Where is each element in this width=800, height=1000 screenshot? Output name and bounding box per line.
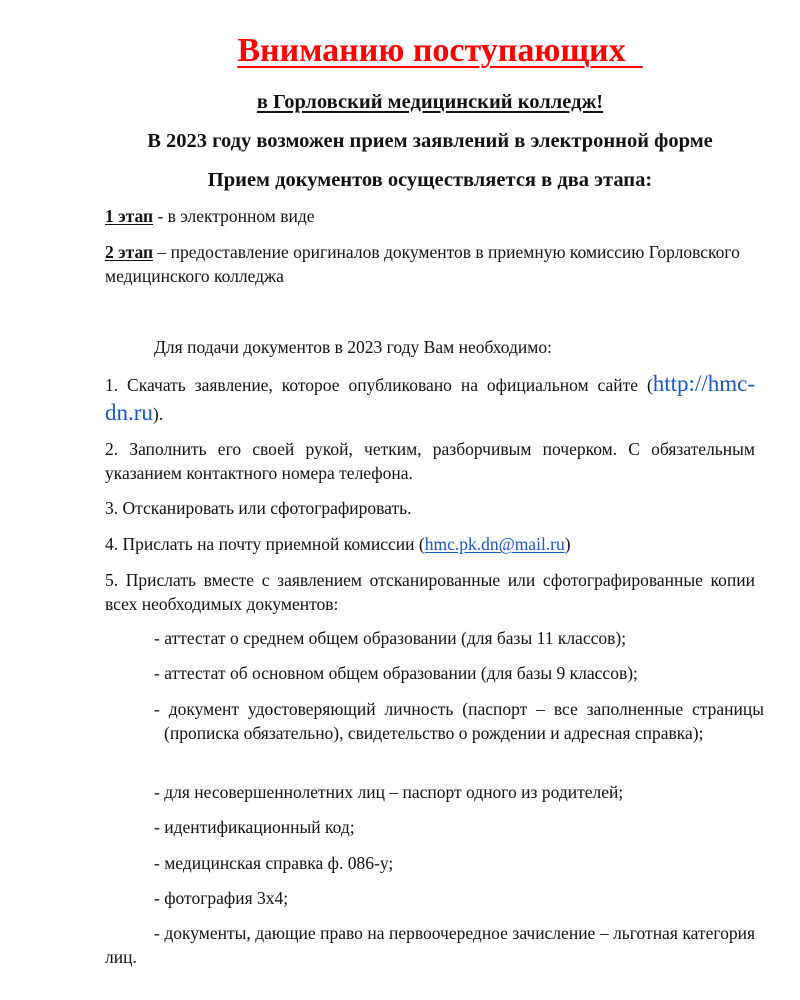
document-item-identity: - документ удостоверяющий личность (паспорт – все заполненные страницы (прописка обязательно), свидетельство о рождении и адресная справка); xyxy=(154,699,764,743)
stage-1 xyxy=(105,204,755,228)
step-5: 5. Прислать вместе с заявлением отсканированные или сфотографированные копии всех необходимых документов: xyxy=(105,570,755,614)
step-1-text: 1. Скачать заявление, которое опубликовано на официальном сайте ( xyxy=(105,375,653,395)
document-item-photo: - фотография 3х4; xyxy=(154,888,289,908)
step-1 xyxy=(105,370,755,428)
email-link[interactable]: hmc.pk.dn@mail.ru xyxy=(424,534,565,554)
two-stage-heading: Прием документов осуществляется в два этапа: xyxy=(207,169,653,191)
stage-2-text: – предоставление оригиналов документов в приемную комиссию Горловского медицинского колледжа xyxy=(105,242,740,286)
stage-1-text: - в электронном виде xyxy=(153,206,315,226)
page-subtitle: в Горловский медицинский колледж! xyxy=(256,91,604,113)
document-item-parent-passport: - для несовершеннолетних лиц – паспорт одного из родителей; xyxy=(154,782,624,802)
website-link[interactable]: http://hmc-dn.ru xyxy=(105,371,755,425)
step-4-text: 4. Прислать на почту приемной комиссии ( xyxy=(105,534,425,554)
document-item-certificate-9: - аттестат об основном общем образовании (для базы 9 классов); xyxy=(154,663,638,683)
electronic-form-notice: В 2023 году возможен прием заявлений в электронной форме xyxy=(147,130,713,152)
step-4 xyxy=(105,532,755,556)
document-item-medical-certificate: - медицинская справка ф. 086-у; xyxy=(154,853,394,873)
document-item-certificate-11: - аттестат о среднем общем образовании (для базы 11 классов); xyxy=(154,628,627,648)
step-2: 2. Заполнить его своей рукой, четким, разборчивым почерком. С обязательным указанием контактного номера телефона. xyxy=(105,439,755,483)
step-1-end: ). xyxy=(152,404,164,424)
step-3: 3. Отсканировать или сфотографировать. xyxy=(105,498,412,518)
stage-1-label: 1 этап xyxy=(105,206,154,226)
stage-2-label: 2 этап xyxy=(105,242,154,262)
page-title: Вниманию поступающих xyxy=(237,32,643,69)
document-item-id-code: - идентификационный код; xyxy=(154,817,355,837)
intro-text: Для подачи документов в 2023 году Вам необходимо: xyxy=(154,337,552,357)
step-4-end: ) xyxy=(564,534,571,554)
document-item-priority: - документы, дающие право на первоочередное зачисление – льготная категория лиц. xyxy=(105,923,755,967)
stage-2 xyxy=(105,240,755,288)
